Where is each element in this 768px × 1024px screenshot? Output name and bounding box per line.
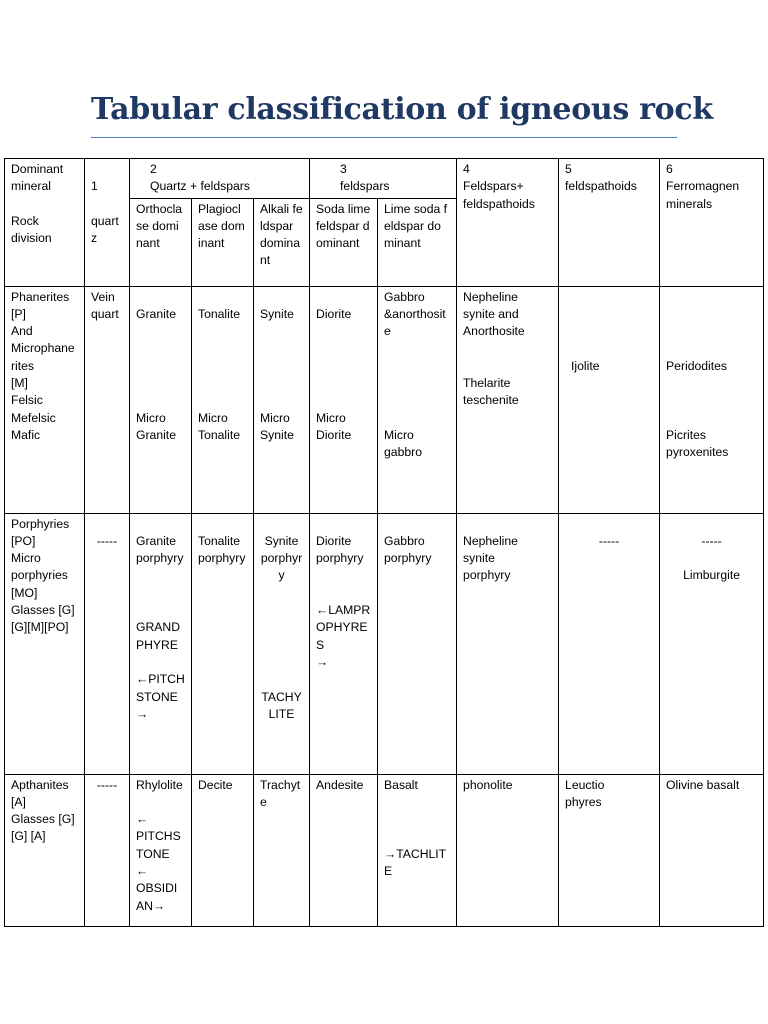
row-division: Phanerites [P] And Microphanerites [M] Felsic Mefelsic Mafic	[5, 286, 85, 513]
cell: -----	[85, 513, 130, 774]
header-col-6: 6 Ferromagnen minerals	[660, 159, 764, 287]
header-soda-lime-feldspar: Soda lime feldspar dominant	[310, 198, 378, 286]
cell: Peridodites Picrites pyroxenites	[660, 286, 764, 513]
row-division: Porphyries [PO] Micro porphyries[MO] Glasses [G] [G][M][PO]	[5, 513, 85, 774]
title-underline	[91, 137, 677, 138]
cell: Synite Micro Synite	[254, 286, 310, 513]
header-row-top	[5, 159, 764, 199]
cell: Leuctio phyres	[559, 774, 660, 926]
cell: Decite	[192, 774, 254, 926]
cell: Vein quart	[85, 286, 130, 513]
cell: Gabbro porphyry	[378, 513, 457, 774]
header-col-5: 5 feldspathoids	[559, 159, 660, 287]
page-title: Tabular classification of igneous rock	[91, 92, 713, 127]
header-col-4: 4 Feldspars+ feldspathoids	[457, 159, 559, 287]
cell: Diorite porphyry ←LAMPROPHYRES →	[310, 513, 378, 774]
header-alkali-feldspar: Alkali feldspar dominant	[254, 198, 310, 286]
cell: Tonalite Micro Tonalite	[192, 286, 254, 513]
header-lime-soda-feldspar: Lime soda feldspar dominant	[378, 198, 457, 286]
cell: Nepheline synite and Anorthosite Thelarite teschenite	[457, 286, 559, 513]
cell: Ijolite	[559, 286, 660, 513]
header-col-2: 2 Quartz + feldspars	[130, 159, 310, 199]
cell: Synite porphyry TACHY LITE	[254, 513, 310, 774]
header-col-3: 3 feldspars	[310, 159, 457, 199]
table-row	[5, 513, 764, 774]
cell: -----	[559, 513, 660, 774]
table-row	[5, 774, 764, 926]
cell: Nepheline synite porphyry	[457, 513, 559, 774]
igneous-rock-table	[4, 158, 764, 927]
cell: Olivine basalt	[660, 774, 764, 926]
cell: Rhylolite ← PITCHSTONE ← OBSIDIAN→	[130, 774, 192, 926]
cell: Tonalite porphyry	[192, 513, 254, 774]
header-plagioclase: Plagioclase dominant	[192, 198, 254, 286]
cell: Basalt →TACHLITE	[378, 774, 457, 926]
cell: -----	[85, 774, 130, 926]
header-orthoclase: Orthoclase dominant	[130, 198, 192, 286]
cell: Trachyte	[254, 774, 310, 926]
row-division: Apthanites [A] Glasses [G] [G] [A]	[5, 774, 85, 926]
cell: Granite Micro Granite	[130, 286, 192, 513]
cell: Andesite	[310, 774, 378, 926]
cell: Diorite Micro Diorite	[310, 286, 378, 513]
cell: ----- Limburgite	[660, 513, 764, 774]
cell: Gabbro &anorthosite Micro gabbro	[378, 286, 457, 513]
header-rock-division: Dominant mineral Rock division	[5, 159, 85, 287]
cell: Granite porphyry GRAND PHYRE ←PITCH STONE →	[130, 513, 192, 774]
cell: phonolite	[457, 774, 559, 926]
header-col-1: 1 quartz	[85, 159, 130, 287]
table-row	[5, 286, 764, 513]
